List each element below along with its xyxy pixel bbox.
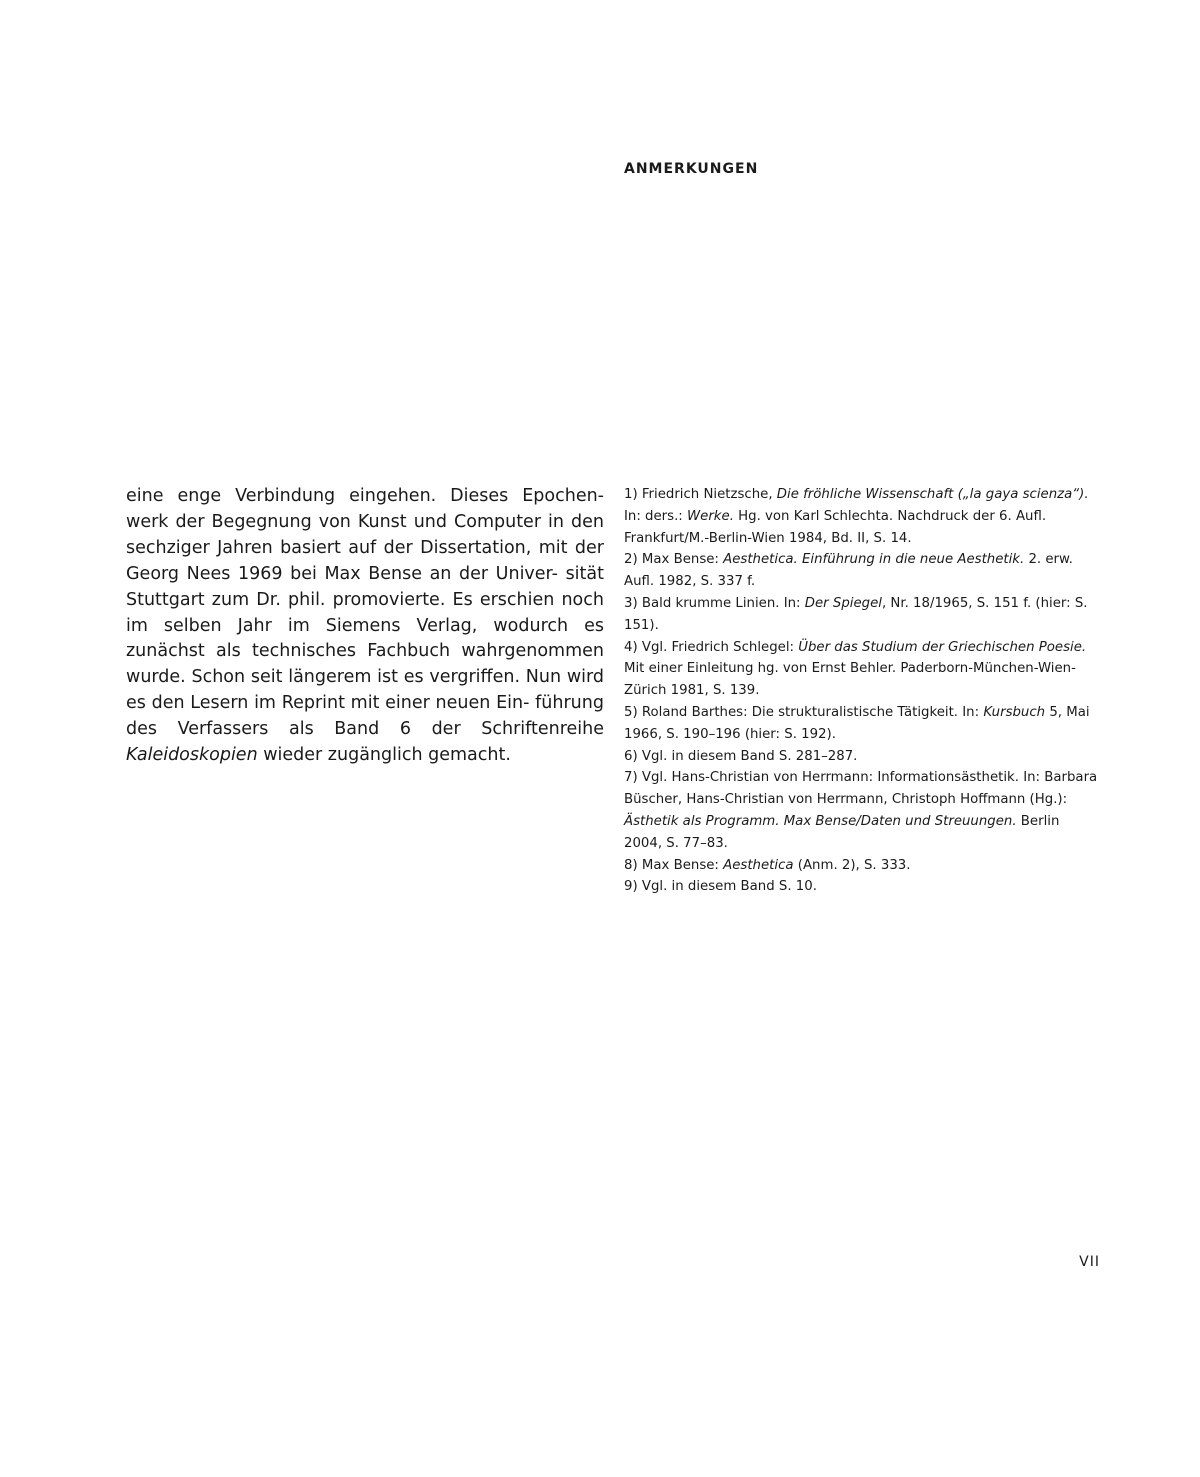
series-title: Kaleidoskopien — [126, 745, 258, 766]
note-title: Über das Studium der Griechischen Poesie. — [798, 639, 1087, 655]
note-text: 5, Mai 1966, S. 190–196 (hier: S. 192). — [624, 704, 1090, 742]
section-heading: ANMERKUNGEN — [624, 161, 759, 177]
note-text: 3) Bald krumme Linien. In: — [624, 595, 805, 611]
footnote-3 — [624, 593, 1100, 637]
body-paragraph — [126, 484, 604, 769]
note-text: (Anm. 2), S. 333. — [793, 857, 911, 873]
body-line: zunächst als technisches Fachbuch wahrgenommen — [126, 641, 604, 662]
note-text: , Nr. 18/1965, S. 151 f. (hier: S. 151). — [624, 595, 1088, 633]
note-title: Ästhetik als Programm. Max Bense/Daten und Streuungen. — [624, 813, 1017, 829]
body-line: sität Stuttgart zum Dr. phil. promovierte. Es erschien — [126, 563, 604, 610]
note-text: Mit einer Einleitung hg. von Ernst Behler. Paderborn-München-Wien-Zürich 1981, S. 139. — [624, 661, 1076, 699]
body-line: eine enge Verbindung eingehen. Dieses Epochen- — [126, 486, 604, 506]
note-text: 2) Max Bense: — [624, 552, 724, 568]
note-text: 8) Max Bense: — [624, 857, 724, 873]
footnote-7 — [624, 767, 1100, 854]
note-title: Der Spiegel — [804, 595, 882, 611]
body-line-end: wieder zugänglich gemacht. — [257, 745, 511, 766]
footnote-4 — [624, 637, 1100, 702]
note-text: In: ders.: — [624, 508, 688, 524]
body-line: der Georg Nees 1969 bei Max Bense an der Univer- — [126, 537, 604, 584]
note-text: 7) Vgl. Hans-Christian von Herrmann: Informationsästhetik. In: Barbara Büscher, Hans-Christian von Herrmann, Christoph Hoffmann (Hg.): — [624, 770, 1098, 808]
note-title: Aesthetica — [723, 857, 794, 873]
body-text — [126, 484, 604, 769]
note-text: Hg. von Karl Schlechta. Nachdruck der 6. Aufl. Frankfurt/M.-Berlin-Wien 1984, Bd. II, S. 14. — [624, 508, 1047, 546]
body-line: sechziger Jahren basiert auf der Dissertation, mit — [126, 537, 568, 558]
body-line: wurde. Schon seit längerem ist es vergriffen. Nun — [126, 667, 562, 688]
body-line: führung des Verfassers als Band 6 der Schriftenreihe — [126, 693, 604, 740]
note-title: Kursbuch — [983, 704, 1046, 720]
footnote-1 — [624, 484, 1100, 549]
note-title: Die fröhliche Wissenschaft („la gaya scienza“). — [776, 487, 1089, 502]
footnotes-list — [624, 484, 1100, 898]
note-text: 5) Roland Barthes: Die strukturalistische Tätigkeit. In: — [624, 704, 984, 720]
footnote-6 — [624, 746, 1100, 768]
note-title: Aesthetica. Einführung in die neue Aesthetik. — [723, 552, 1025, 568]
body-line: noch im selben Jahr im Siemens Verlag, wodurch es — [126, 589, 604, 636]
page-number: VII — [1079, 1254, 1100, 1270]
footnote-8 — [624, 855, 1100, 877]
note-text: 6) Vgl. in diesem Band S. 281–287. — [624, 748, 858, 764]
note-text: Berlin 2004, S. 77–83. — [624, 813, 1060, 851]
note-text: 4) Vgl. Friedrich Schlegel: — [624, 639, 799, 655]
footnote-9 — [624, 876, 1100, 898]
footnote-2 — [624, 549, 1100, 593]
note-text: 2. erw. Aufl. 1982, S. 337 f. — [624, 552, 1073, 590]
note-text: 9) Vgl. in diesem Band S. 10. — [624, 879, 817, 895]
body-line: wird es den Lesern im Reprint mit einer neuen Ein- — [126, 667, 604, 714]
body-line: werk der Begegnung von Kunst und Computer in den — [126, 511, 604, 532]
footnote-5 — [624, 702, 1100, 746]
note-title: Werke. — [687, 508, 734, 524]
note-text: 1) Friedrich Nietzsche, — [624, 487, 777, 502]
